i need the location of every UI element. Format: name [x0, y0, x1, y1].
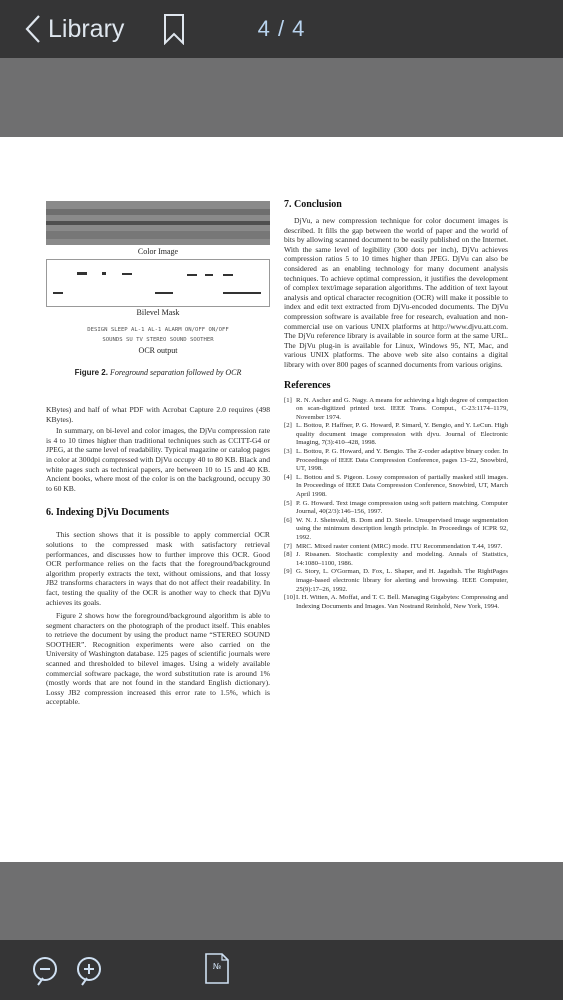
- ref-text: G. Story, L. O'Gorman, D. Fox, L. Shaper, and H. Jagadish. The RightPages image-based electronic library for alerting and browsing. IEEE Computer, 25(9):17–26, 1992.: [296, 568, 508, 593]
- paragraph: In summary, on bi-level and color images, the DjVu compression rate is 4 to 10 times higher than traditional techniques such as CCITT-G4 or JPEG, at the same level of readability. Typical magazine or catalog pages in color at 300dpi compressed with DjVu occupy 40 to 80 KB. Black and white pages such as technical papers, are between 10 to 15 and 40 KB. Ancient books, where most of the color is on the background, occupy 30 to 60 KB.: [46, 426, 270, 493]
- ref-text: P. G. Howard. Text image compression using soft pattern matching. Computer Journal, 40(2/3):146–156, 1997.: [296, 499, 508, 516]
- paragraph: KBytes) and half of what PDF with Acrobat Capture 2.0 requires (498 KBytes).: [46, 405, 270, 424]
- reference-item: [284, 568, 508, 594]
- ref-text: W. N. J. Sheinvald, B. Dom and D. Steele. Unsupervised image segmentation using the minimum description length principle. In Proceedings of ICPR 92, 1992.: [296, 516, 508, 541]
- ref-text: L. Bottou, P. G. Howard, and Y. Bengio. The Z-coder adaptive binary coder. In Proceedings of IEEE Data Compression Conference, pages 13–22, Snowbird, UT, 1998.: [296, 448, 508, 473]
- page-indicator: 4 / 4: [257, 16, 306, 41]
- ref-text: R. N. Ascher and G. Nagy. A means for achieving a high degree of compaction on scan-digitized printed text. IEEE Trans. Comput., C-23:1174–1179, November 1974.: [296, 396, 508, 421]
- ref-text: L. Bottou, P. Haffner, P. G. Howard, P. Simard, Y. Bengio, and Y. LeCun. High quality document image compression with djvu. Journal of Electronic Imaging, 7(3):410–428, 1998.: [296, 422, 508, 447]
- reference-item: [284, 551, 508, 568]
- bilevel-mask-image: [46, 259, 270, 307]
- figure-2: [46, 197, 270, 397]
- ref-number: [8]: [284, 551, 292, 559]
- references-heading: References: [284, 379, 331, 391]
- bottom-toolbar: [0, 940, 563, 1000]
- top-navigation-bar: [0, 0, 563, 58]
- ref-number: [4]: [284, 473, 292, 481]
- ref-number: [2]: [284, 422, 292, 430]
- ref-text: MRC. Mixed raster content (MRC) mode. ITU Recommendation T.44, 1997.: [296, 542, 503, 550]
- ocr-line-2: SOUNDS SU TV STEREO SOUND SOOTHER: [102, 337, 214, 343]
- ref-number: [9]: [284, 568, 292, 576]
- document-info-button[interactable]: [205, 953, 229, 984]
- paragraph: This section shows that it is possible to apply commercial OCR solutions to the compressed mask with satisfactory retrieval performances, and discusses how to further improve this OCR. Good OCR performance relies on the facts that the foreground/background algorithm properly extracts the text, without omissions, and that lossy JB2 transforms characters in ways that do not affect their readability. In fact, testing the quality of the OCR is another way to check that DjVu achieves its goals.: [46, 530, 270, 607]
- ocr-line-1: DESIGN SLEEP AL-1 AL-1 ALARM ON/OFF ON/OFF: [87, 327, 229, 333]
- zoom-out-icon[interactable]: [30, 956, 60, 986]
- bilevel-mask-caption: Bilevel Mask: [136, 308, 180, 317]
- paragraph: Figure 2 shows how the foreground/background algorithm is able to segment characters on the photograph of the product itself. This enables to retrieve the document by using the product name “STEREO SOUND SOOTHER”. Recognition experiments were also carried on the University of Washington database. 125 pages of scientific journals were scanned and thresholded to bilevel images. Using a widely available commercial software package, the word substitution rate is around 1% (mostly words that are not found in the standard English dictionary). Lossy JB2 compression increased this error rate to 1.5%, which is acceptable.: [46, 611, 270, 707]
- ref-number: [7]: [284, 542, 292, 550]
- reference-item: [284, 474, 508, 500]
- reference-item: [284, 543, 508, 552]
- reference-item: [284, 500, 508, 517]
- figure-caption: [46, 368, 270, 377]
- ref-number: [1]: [284, 396, 292, 404]
- reference-item: [284, 422, 508, 448]
- ref-text: I. H. Witten, A. Moffat, and T. C. Bell. Managing Gigabytes: Compressing and Indexing Documents and Images. Van Nostrand Reinhold, New York, 1994.: [296, 594, 508, 610]
- ref-text: L. Bottou and S. Pigeon. Lossy compression of partially masked still images. In Proceedings of IEEE Data Compression Conference, Snowbird, UT, March April 1998.: [296, 473, 508, 499]
- ref-number: [3]: [284, 448, 292, 456]
- reference-item: [284, 397, 508, 423]
- left-column: [46, 197, 270, 707]
- ref-number: [6]: [284, 516, 292, 524]
- reference-item: [284, 448, 508, 474]
- document-badge-label: №: [212, 962, 222, 971]
- zoom-in-icon[interactable]: [74, 956, 104, 986]
- reference-item: [284, 517, 508, 543]
- paragraph: DjVu, a new compression technique for color document images is described. It fills the gap between the world of paper and the world of bits by allowing scanned document to be easily published on the Internet. With the same level of legibility (300 dots per inch), DjVu achieves compression ratios 5 to 10 times higher than JPEG. DjVu can also be considered as an enabling technology for many document analysis techniques. To achieve optimal compression, it justifies the development of complex text/image separation algorithms. The addition of text layout analysis and optical character recognition (OCR) will make it possible to index and edit text extracted from DjVu-encoded documents. The DjVu compression software is available free for research, evaluation and non-commercial use on various UNIX platforms at http://www.djvu.att.com. The DjVu reference library is available in source form at the same URL. The DjVu plug-in is available for Linux, Windows 95, NT, Mac, and various UNIX platforms. The above web site also contains a digital library with over 800 pages of scanned documents from various origins.: [284, 216, 508, 369]
- section-heading-conclusion: 7. Conclusion: [284, 199, 342, 210]
- right-column: [284, 199, 508, 611]
- ref-text: J. Rissanen. Stochastic complexity and modeling. Annals of Statistics, 14:1080–1100, 1986.: [296, 551, 508, 567]
- reference-list: [284, 397, 508, 612]
- ref-number: [5]: [284, 499, 292, 507]
- ocr-output-text: [46, 325, 270, 345]
- back-button-label: Library: [48, 14, 125, 43]
- section-heading-indexing: 6. Indexing DjVu Documents: [46, 507, 169, 519]
- figure-caption-text: Foreground separation followed by OCR: [109, 368, 242, 377]
- reference-item: [284, 594, 508, 611]
- color-image-caption: Color Image: [137, 247, 179, 256]
- ref-number: [10]: [284, 594, 296, 602]
- document-page[interactable]: [0, 137, 563, 862]
- ocr-output-caption: OCR output: [138, 346, 178, 355]
- figure-caption-label: Figure 2.: [74, 368, 108, 377]
- color-image-scan: [46, 201, 270, 245]
